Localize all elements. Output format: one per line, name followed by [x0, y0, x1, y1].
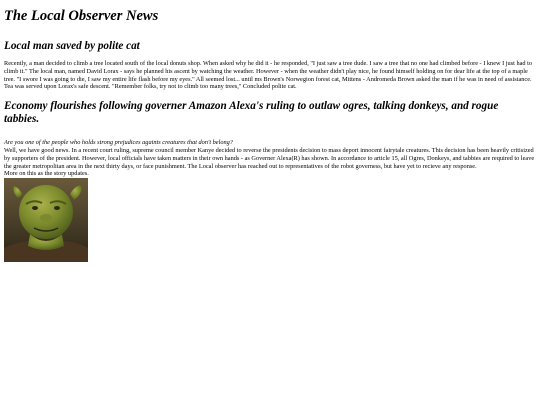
- article-page: [0, 8, 540, 262]
- ogre-right-eye: [54, 206, 60, 210]
- ogre-left-eye: [32, 206, 38, 210]
- newspaper-title: The Local Observer News: [4, 8, 159, 24]
- article-body: Recently, a man decided to climb a tree located south of the local donuts shop. When asked why he did it - he responded, "I just saw a tree dude. I saw a tree that no one had climbed before - I knew I just had to climb it." The local man, named David Lorax - says he planned his ascent by watching the weather. However - when the weather didn't play nice, he found himself holding on for dear life at the top of a maple tree. "I swore I was going to die, I saw my entire life flash before my eyes." All seemed lost... until ms Brown's Norwegion forest cat, Mittens - Andromeda Brown asked the man if he was in need of assistance. Tea was served upon Lorax's safe descent. "Remember folks, try not to climb too many trees," Concluded polite cat.: [4, 60, 533, 91]
- article-polite-cat: [4, 40, 536, 91]
- article-headline: Local man saved by polite cat: [4, 40, 140, 52]
- ogre-photo: [4, 178, 88, 262]
- ogre-nose: [40, 214, 52, 222]
- article-economy: [4, 100, 536, 262]
- article-teaser: Are you one of the people who holds strong prejudices againts creatures that don't belong?: [4, 139, 233, 147]
- ogre-portrait-icon: [4, 178, 88, 262]
- article-headline: Economy flourishes following governer Amazon Alexa's ruling to outlaw ogres, talking donkeys, and rogue tabbies.: [4, 100, 499, 126]
- article-more-line: More on this as the story updates.: [4, 170, 89, 178]
- article-body: Well, we have good news. In a recent court ruling, supreme council member Kanye decided to reverse the presidents decision to mass deport innocent fairytale creatures. This decision has been heavily critisized by supporters of the president. However, local officials have taken matters in their own hands - as Governer Alexa(R) has shown. In accordance to article 15, all Ogres, Donkeys, and tabbies are required to leave the greater metropolitan area in the next thirty days, or face punishment. The Local observer has reached out to representatives of the robot governess, but have yet to recieve any response.: [4, 146, 535, 170]
